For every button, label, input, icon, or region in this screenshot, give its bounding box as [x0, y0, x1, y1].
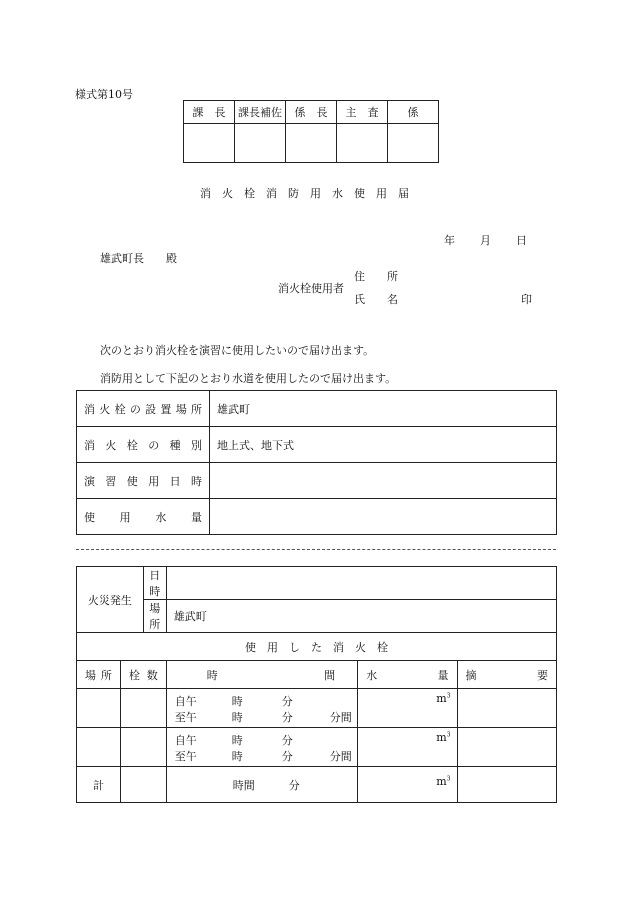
recipient: 雄武町長 殿 [100, 252, 177, 265]
usage-place [77, 689, 121, 728]
col-header-note: 摘要 [457, 661, 556, 689]
total-time: 時間 分 [166, 767, 357, 803]
usage-place [77, 728, 121, 767]
stamp-box [286, 124, 337, 163]
total-water: $m^3$ [358, 767, 457, 803]
usage-time: 自午 時 分 至午 時 分 分間 [166, 728, 357, 767]
info-value: 雄武町 [210, 391, 557, 427]
info-label: 消火栓の設置場所 [77, 391, 210, 427]
usage-time: 自午 時 分 至午 時 分 分間 [166, 689, 357, 728]
col-header-count: 栓数 [120, 661, 166, 689]
cut-line [76, 549, 556, 550]
approval-stamp-table [183, 100, 439, 163]
info-value [210, 499, 557, 535]
date-day: 日 [516, 234, 527, 247]
stamp-header: 係 [388, 101, 439, 124]
info-label: 消火栓の種別 [77, 427, 210, 463]
col-header-place: 場所 [77, 661, 121, 689]
usage-water: $m^3$ [358, 689, 457, 728]
document-title: 消 火 栓 消 防 用 水 使 用 届 [200, 187, 409, 200]
statement-fire: 消防用として下記のとおり水道を使用したので届け出ます。 [100, 372, 397, 385]
name-label: 氏 名 [354, 293, 398, 306]
col-header-time: 時間 [166, 661, 357, 689]
form-number: 様式第10号 [75, 88, 133, 101]
info-value [210, 463, 557, 499]
stamp-box [184, 124, 235, 163]
fire-datetime-label: 日 時 [143, 567, 166, 600]
hydrant-info-table [76, 390, 557, 535]
stamp-header: 主 査 [337, 101, 388, 124]
stamp-box [388, 124, 439, 163]
total-count [120, 767, 166, 803]
usage-note [457, 689, 556, 728]
used-hydrant-title: 使 用 し た 消 火 栓 [77, 633, 557, 661]
fire-place-value: 雄武町 [166, 600, 556, 633]
statement-drill: 次のとおり消火栓を演習に使用したいので届け出ます。 [100, 344, 375, 357]
info-label: 使用水量 [77, 499, 210, 535]
fire-label: 火災発生 [77, 567, 144, 633]
total-note [457, 767, 556, 803]
fire-place-label: 場 所 [143, 600, 166, 633]
fire-datetime-value [166, 567, 556, 600]
stamp-header: 課 長 [184, 101, 235, 124]
usage-count [120, 728, 166, 767]
date-month: 月 [480, 234, 491, 247]
stamp-box [235, 124, 286, 163]
stamp-header: 係 長 [286, 101, 337, 124]
stamp-header: 課長補佐 [235, 101, 286, 124]
total-label: 計 [77, 767, 121, 803]
info-value: 地上式、地下式 [210, 427, 557, 463]
usage-count [120, 689, 166, 728]
usage-note [457, 728, 556, 767]
fire-usage-table [76, 566, 557, 803]
date-year: 年 [444, 234, 455, 247]
info-label: 演習使用日時 [77, 463, 210, 499]
stamp-box [337, 124, 388, 163]
address-label: 住 所 [354, 270, 398, 283]
seal-mark: 印 [521, 293, 532, 306]
usage-water: $m^3$ [358, 728, 457, 767]
applicant-label: 消火栓使用者 [278, 282, 344, 295]
col-header-water: 水量 [358, 661, 457, 689]
